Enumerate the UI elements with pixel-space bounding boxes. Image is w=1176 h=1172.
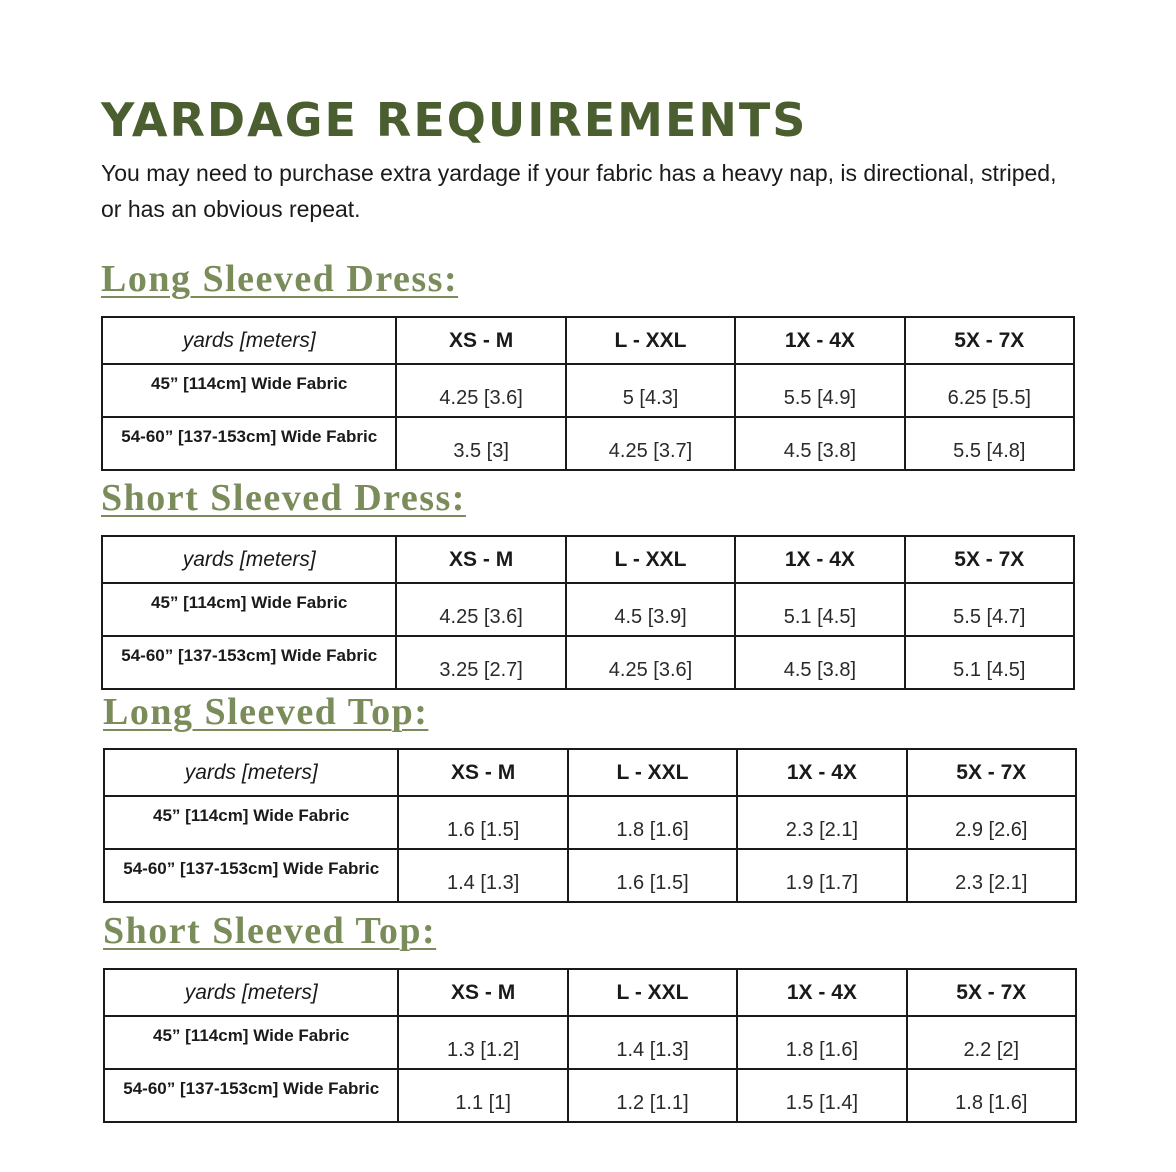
table-row [104, 796, 1076, 849]
yardage-cell: 4.25 [3.7] [566, 417, 735, 470]
table-header-row [102, 536, 1074, 583]
fabric-width-label: 54-60” [137-153cm] Wide Fabric [104, 1069, 398, 1122]
yardage-cell: 1.8 [1.6] [907, 1069, 1076, 1122]
fabric-width-label: 45” [114cm] Wide Fabric [104, 796, 398, 849]
size-header: 1X - 4X [737, 749, 906, 796]
intro-text: You may need to purchase extra yardage if your fabric has a heavy nap, is directional, striped, or has an obvious repeat. [101, 160, 1057, 222]
yardage-cell: 1.4 [1.3] [568, 1016, 737, 1069]
yardage-cell: 2.2 [2] [907, 1016, 1076, 1069]
yardage-cell: 4.25 [3.6] [396, 583, 565, 636]
yardage-cell: 1.4 [1.3] [398, 849, 567, 902]
size-header: XS - M [398, 749, 567, 796]
size-header: XS - M [398, 969, 567, 1016]
unit-label: yards [meters] [102, 317, 396, 364]
fabric-width-label: 54-60” [137-153cm] Wide Fabric [104, 849, 398, 902]
size-header: L - XXL [566, 536, 735, 583]
size-header: XS - M [396, 317, 565, 364]
table-row [104, 1069, 1076, 1122]
size-header: 1X - 4X [735, 317, 904, 364]
fabric-width-label: 45” [114cm] Wide Fabric [102, 364, 396, 417]
fabric-width-label: 54-60” [137-153cm] Wide Fabric [102, 636, 396, 689]
table-header-row [104, 969, 1076, 1016]
yardage-cell: 3.5 [3] [396, 417, 565, 470]
yardage-cell: 4.5 [3.9] [566, 583, 735, 636]
size-header: 5X - 7X [907, 969, 1076, 1016]
size-header: L - XXL [568, 749, 737, 796]
unit-label: yards [meters] [104, 749, 398, 796]
yardage-cell: 3.25 [2.7] [396, 636, 565, 689]
size-header: 5X - 7X [905, 536, 1074, 583]
yardage-table-short-sleeved-dress [101, 535, 1075, 690]
size-header: 5X - 7X [907, 749, 1076, 796]
yardage-cell: 4.25 [3.6] [566, 636, 735, 689]
table-row [104, 1016, 1076, 1069]
yardage-cell: 6.25 [5.5] [905, 364, 1074, 417]
unit-label: yards [meters] [104, 969, 398, 1016]
yardage-cell: 1.6 [1.5] [398, 796, 567, 849]
yardage-cell: 1.8 [1.6] [568, 796, 737, 849]
table-row [102, 636, 1074, 689]
page-title: YARDAGE REQUIREMENTS [101, 93, 808, 147]
yardage-cell: 4.25 [3.6] [396, 364, 565, 417]
section-title-long-sleeved-dress: Long Sleeved Dress: [101, 258, 459, 300]
size-header: 1X - 4X [737, 969, 906, 1016]
yardage-cell: 5.5 [4.9] [735, 364, 904, 417]
section-title-long-sleeved-top: Long Sleeved Top: [103, 691, 429, 733]
fabric-width-label: 45” [114cm] Wide Fabric [104, 1016, 398, 1069]
yardage-cell: 1.2 [1.1] [568, 1069, 737, 1122]
yardage-cell: 5 [4.3] [566, 364, 735, 417]
table-header-row [104, 749, 1076, 796]
yardage-table-long-sleeved-dress [101, 316, 1075, 471]
yardage-cell: 2.3 [2.1] [737, 796, 906, 849]
section-title-short-sleeved-top: Short Sleeved Top: [103, 910, 437, 952]
yardage-cell: 4.5 [3.8] [735, 636, 904, 689]
table-header-row [102, 317, 1074, 364]
unit-label: yards [meters] [102, 536, 396, 583]
table-row [102, 583, 1074, 636]
yardage-table-long-sleeved-top [103, 748, 1077, 903]
yardage-cell: 1.5 [1.4] [737, 1069, 906, 1122]
size-header: 1X - 4X [735, 536, 904, 583]
yardage-cell: 5.1 [4.5] [905, 636, 1074, 689]
size-header: XS - M [396, 536, 565, 583]
table-row [104, 849, 1076, 902]
yardage-cell: 5.1 [4.5] [735, 583, 904, 636]
table-row [102, 417, 1074, 470]
section-title-short-sleeved-dress: Short Sleeved Dress: [101, 477, 466, 519]
size-header: L - XXL [568, 969, 737, 1016]
yardage-cell: 2.9 [2.6] [907, 796, 1076, 849]
table-row [102, 364, 1074, 417]
yardage-cell: 1.6 [1.5] [568, 849, 737, 902]
fabric-width-label: 54-60” [137-153cm] Wide Fabric [102, 417, 396, 470]
yardage-cell: 5.5 [4.7] [905, 583, 1074, 636]
yardage-cell: 1.9 [1.7] [737, 849, 906, 902]
yardage-cell: 4.5 [3.8] [735, 417, 904, 470]
size-header: L - XXL [566, 317, 735, 364]
fabric-width-label: 45” [114cm] Wide Fabric [102, 583, 396, 636]
yardage-cell: 5.5 [4.8] [905, 417, 1074, 470]
yardage-cell: 1.8 [1.6] [737, 1016, 906, 1069]
yardage-cell: 1.3 [1.2] [398, 1016, 567, 1069]
yardage-cell: 1.1 [1] [398, 1069, 567, 1122]
yardage-cell: 2.3 [2.1] [907, 849, 1076, 902]
size-header: 5X - 7X [905, 317, 1074, 364]
yardage-table-short-sleeved-top [103, 968, 1077, 1123]
